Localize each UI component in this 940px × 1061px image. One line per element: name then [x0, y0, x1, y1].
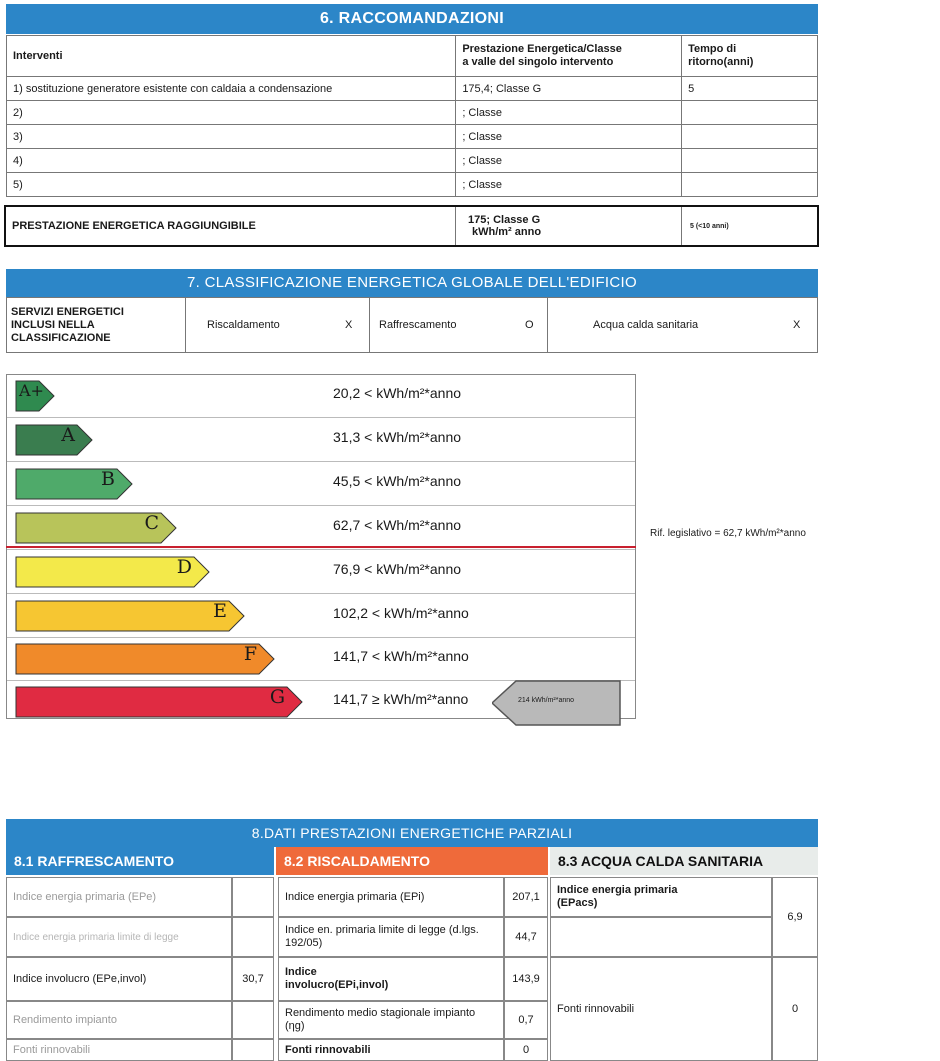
summary-tempo: 5 (<10 anni) [690, 222, 729, 230]
service-riscaldamento: Riscaldamento [207, 319, 280, 331]
tempo-cell [682, 101, 818, 125]
legislative-reference-line [6, 546, 636, 548]
energy-class-row-d [7, 551, 635, 594]
risc-fonti-label: Fonti rinnovabili [278, 1039, 504, 1061]
risc-rendimento-value: 0,7 [504, 1001, 548, 1039]
raff-limite-value [232, 917, 274, 957]
riscaldamento-header: 8.2 RISCALDAMENTO [276, 847, 548, 875]
table-row [7, 125, 818, 149]
tempo-cell: 5 [682, 77, 818, 101]
raff-rendimento-label: Rendimento impianto [6, 1001, 232, 1039]
header-interventi: Interventi [7, 36, 456, 77]
energy-class-threshold: 141,7 ≥ kWh/m²*anno [333, 691, 469, 707]
energy-class-row-a [7, 419, 635, 462]
service-raffrescamento: Raffrescamento [379, 319, 457, 331]
table-row [7, 101, 818, 125]
risc-rendimento-label: Rendimento medio stagionale impianto (ηg) [278, 1001, 504, 1039]
raffrescamento-mark: O [525, 319, 534, 331]
tempo-cell [682, 173, 818, 197]
energy-class-threshold: 102,2 < kWh/m²*anno [333, 605, 469, 621]
service-acqua: Acqua calda sanitaria [593, 319, 699, 331]
acs-fonti-label: Fonti rinnovabili [550, 957, 772, 1061]
intervento-cell: 4) [7, 149, 456, 173]
acs-epacs-label: Indice energia primaria (EPacs) [550, 877, 772, 917]
prestazione-cell: ; Classe [456, 173, 682, 197]
energy-class-threshold: 31,3 < kWh/m²*anno [333, 429, 462, 445]
legislative-reference-text: Rif. legislativo = 62,7 kWh/m²*anno [650, 528, 806, 539]
header-tempo: Tempo di ritorno(anni) [682, 36, 818, 77]
energy-class-row-b [7, 463, 635, 506]
table-row [7, 77, 818, 101]
energy-class-letter: B [101, 468, 115, 490]
achievable-performance-row [4, 205, 819, 247]
intervento-cell: 3) [7, 125, 456, 149]
riscaldamento-mark: X [345, 319, 353, 331]
recommendations-table [6, 35, 818, 197]
section-8-title: 8.DATI PRESTAZIONI ENERGETICHE PARZIALI [6, 819, 818, 847]
raff-limite-label: Indice energia primaria limite di legge [6, 917, 232, 957]
raff-fonti-value [232, 1039, 274, 1061]
energy-class-row-c [7, 507, 635, 550]
raff-epe-label: Indice energia primaria (EPe) [6, 877, 232, 917]
raff-fonti-label: Fonti rinnovabili [6, 1039, 232, 1061]
energy-class-threshold: 45,5 < kWh/m²*anno [333, 473, 462, 489]
section-6-title: 6. RACCOMANDAZIONI [6, 4, 818, 34]
raff-epe-value [232, 877, 274, 917]
table-header-row [7, 36, 818, 77]
energy-class-letter: C [144, 512, 159, 534]
energy-class-threshold: 76,9 < kWh/m²*anno [333, 561, 462, 577]
acqua-mark: X [793, 319, 801, 331]
header-prestazione: Prestazione Energetica/Classe a valle del singolo intervento [456, 36, 682, 77]
energy-class-threshold: 141,7 < kWh/m²*anno [333, 648, 469, 664]
energy-class-letter: E [213, 600, 227, 622]
risc-epi-label: Indice energia primaria (EPi) [278, 877, 504, 917]
acqua-calda-header: 8.3 ACQUA CALDA SANITARIA [550, 847, 818, 875]
raffrescamento-header: 8.1 RAFFRESCAMENTO [6, 847, 274, 875]
acs-epacs-value: 6,9 [772, 877, 818, 957]
acs-fonti-value: 0 [772, 957, 818, 1061]
energy-class-letter: A [61, 424, 75, 446]
prestazione-cell: ; Classe [456, 125, 682, 149]
summary-label: PRESTAZIONE ENERGETICA RAGGIUNGIBILE [12, 220, 256, 232]
section-7-title: 7. CLASSIFICAZIONE ENERGETICA GLOBALE DELL'EDIFICIO [6, 269, 818, 297]
risc-involucro-value: 143,9 [504, 957, 548, 1001]
energy-class-row-f [7, 638, 635, 681]
tempo-cell [682, 149, 818, 173]
summary-value: 175; Classe G kWh/m² anno [468, 214, 542, 238]
energy-class-letter: D [176, 556, 192, 578]
acs-empty-cell [550, 917, 772, 957]
energy-class-letter: G [269, 686, 285, 708]
table-row [7, 173, 818, 197]
risc-fonti-value: 0 [504, 1039, 548, 1061]
energy-class-threshold: 62,7 < kWh/m²*anno [333, 517, 462, 533]
services-row [6, 297, 818, 353]
raff-involucro-label: Indice involucro (EPe,invol) [6, 957, 232, 1001]
risc-limite-value: 44,7 [504, 917, 548, 957]
risc-epi-value: 207,1 [504, 877, 548, 917]
intervento-cell: 1) sostituzione generatore esistente con caldaia a condensazione [7, 77, 456, 101]
energy-class-row-e [7, 595, 635, 638]
intervento-cell: 2) [7, 101, 456, 125]
tempo-cell [682, 125, 818, 149]
prestazione-cell: ; Classe [456, 149, 682, 173]
prestazione-cell: 175,4; Classe G [456, 77, 682, 101]
building-energy-value: 214 kWh/m²*anno [518, 697, 575, 704]
intervento-cell: 5) [7, 173, 456, 197]
energy-class-row-a-plus [7, 375, 635, 418]
risc-involucro-label: Indice involucro(EPi,invol) [278, 957, 504, 1001]
raff-involucro-value: 30,7 [232, 957, 274, 1001]
prestazione-cell: ; Classe [456, 101, 682, 125]
risc-limite-label: Indice en. primaria limite di legge (d.lgs. 192/05) [278, 917, 504, 957]
raff-rendimento-value [232, 1001, 274, 1039]
table-row [7, 149, 818, 173]
energy-class-threshold: 20,2 < kWh/m²*anno [333, 385, 462, 401]
energy-class-letter: A+ [19, 381, 44, 400]
services-label: SERVIZI ENERGETICI INCLUSI NELLA CLASSIFICAZIONE [11, 305, 124, 344]
energy-class-letter: F [243, 643, 257, 665]
